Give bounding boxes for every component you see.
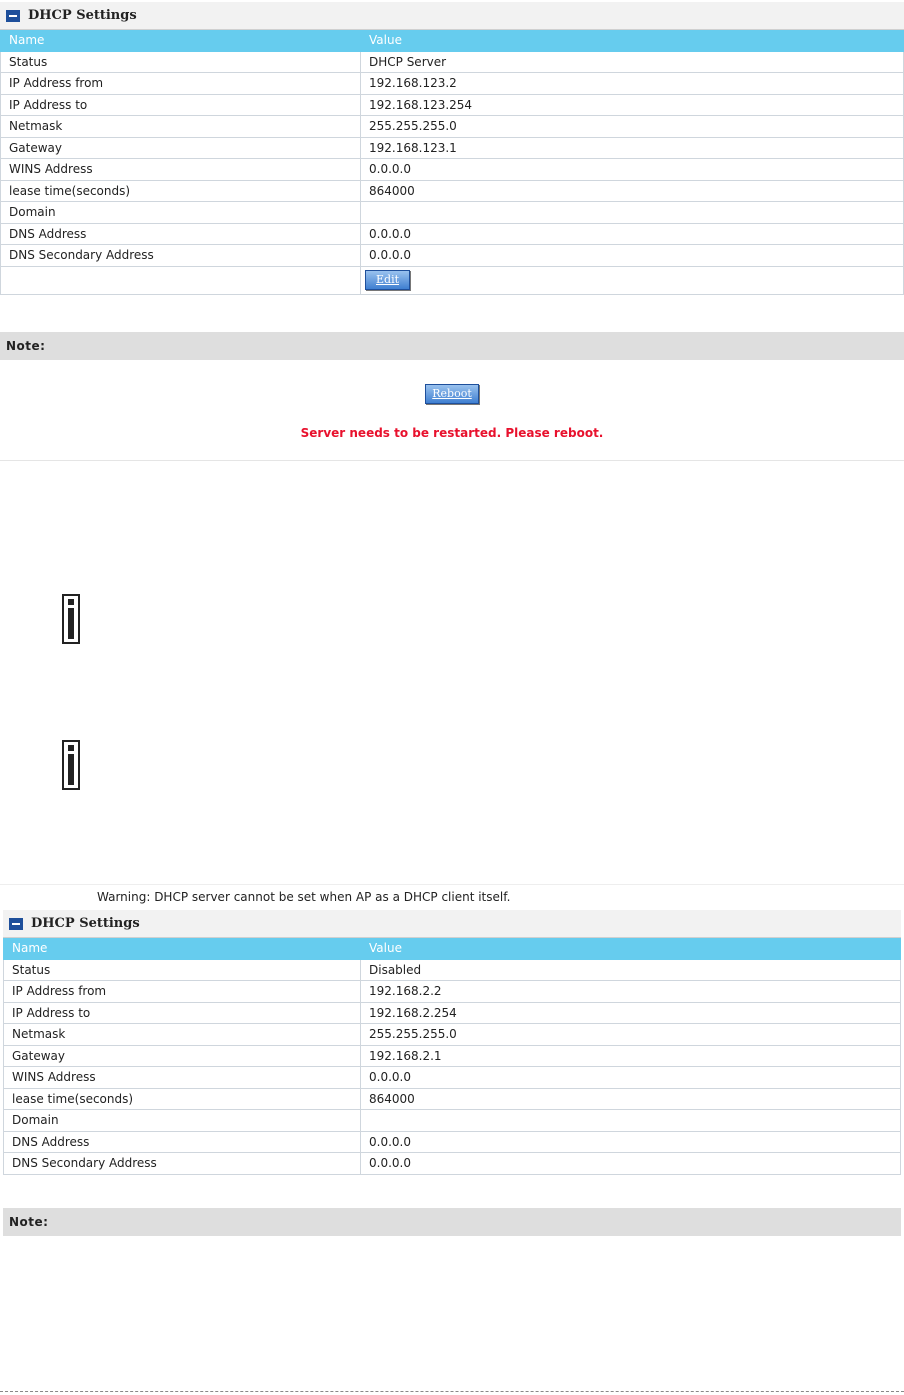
- table-row: [0, 138, 904, 160]
- note-body: [0, 360, 904, 461]
- table-row: [0, 52, 904, 74]
- table-row: [3, 1153, 901, 1175]
- column-header-name: Name: [0, 30, 361, 52]
- restart-warning-message: Server needs to be restarted. Please reboot.: [300, 426, 604, 440]
- edit-cell: [361, 267, 904, 295]
- table-row: [3, 1046, 901, 1068]
- setting-name: Netmask: [3, 1024, 361, 1046]
- setting-value: Disabled: [361, 960, 901, 982]
- setting-name: IP Address to: [0, 95, 361, 117]
- reboot-button[interactable]: Reboot: [425, 384, 479, 404]
- setting-value: 192.168.123.254: [361, 95, 904, 117]
- table-row: [0, 245, 904, 267]
- setting-name: WINS Address: [3, 1067, 361, 1089]
- setting-value: 192.168.123.2: [361, 73, 904, 95]
- setting-name: Domain: [3, 1110, 361, 1132]
- table-row: [3, 1024, 901, 1046]
- panel-header: [3, 910, 901, 938]
- table-row: [3, 1089, 901, 1111]
- minimize-icon[interactable]: [6, 10, 20, 22]
- note-header: [3, 1208, 901, 1236]
- setting-value: 864000: [361, 181, 904, 203]
- table-row: [3, 1067, 901, 1089]
- setting-value: 192.168.2.254: [361, 1003, 901, 1025]
- setting-name: DNS Secondary Address: [3, 1153, 361, 1175]
- setting-value: 864000: [361, 1089, 901, 1111]
- info-icon: [62, 740, 80, 790]
- table-row: [3, 1110, 901, 1132]
- table-header-row: [3, 938, 901, 960]
- dhcp-settings-panel-1: [0, 2, 904, 295]
- table-row: [3, 960, 901, 982]
- panel-header: [0, 2, 904, 30]
- panel-title: DHCP Settings: [31, 916, 140, 931]
- setting-value: 0.0.0.0: [361, 1067, 901, 1089]
- setting-name: Domain: [0, 202, 361, 224]
- column-header-value: Value: [361, 938, 901, 960]
- table-row: [0, 181, 904, 203]
- table-row: [3, 1132, 901, 1154]
- note-label: Note:: [9, 1215, 49, 1229]
- setting-value: DHCP Server: [361, 52, 904, 74]
- setting-value: 0.0.0.0: [361, 224, 904, 246]
- warning-banner: [0, 884, 904, 909]
- setting-value: 192.168.2.2: [361, 981, 901, 1003]
- table-row: [0, 116, 904, 138]
- setting-value: [361, 202, 904, 224]
- setting-name: DNS Address: [3, 1132, 361, 1154]
- warning-text: Warning: DHCP server cannot be set when AP as a DHCP client itself.: [97, 890, 511, 904]
- column-header-value: Value: [361, 30, 904, 52]
- table-row: [3, 1003, 901, 1025]
- info-icon: [62, 594, 80, 644]
- dhcp-settings-panel-2: [3, 910, 901, 1175]
- setting-name: Gateway: [3, 1046, 361, 1068]
- setting-name: Gateway: [0, 138, 361, 160]
- setting-value: 0.0.0.0: [361, 1153, 901, 1175]
- table-header-row: [0, 30, 904, 52]
- setting-name: lease time(seconds): [0, 181, 361, 203]
- setting-name: DNS Secondary Address: [0, 245, 361, 267]
- table-row: [3, 981, 901, 1003]
- panel-title: DHCP Settings: [28, 8, 137, 23]
- edit-button[interactable]: Edit: [365, 270, 410, 290]
- note-header: [0, 332, 904, 360]
- setting-value: 192.168.2.1: [361, 1046, 901, 1068]
- setting-name: lease time(seconds): [3, 1089, 361, 1111]
- setting-name: Netmask: [0, 116, 361, 138]
- empty-cell: [0, 267, 361, 295]
- note-label: Note:: [6, 339, 46, 353]
- setting-value: 255.255.255.0: [361, 116, 904, 138]
- setting-value: 0.0.0.0: [361, 159, 904, 181]
- edit-row: [0, 267, 904, 295]
- minimize-icon[interactable]: [9, 918, 23, 930]
- setting-name: Status: [3, 960, 361, 982]
- setting-value: 255.255.255.0: [361, 1024, 901, 1046]
- settings-table: [0, 30, 904, 267]
- edit-row-table: [0, 267, 904, 295]
- setting-name: IP Address to: [3, 1003, 361, 1025]
- setting-value: 0.0.0.0: [361, 245, 904, 267]
- table-row: [0, 202, 904, 224]
- setting-value: 0.0.0.0: [361, 1132, 901, 1154]
- setting-name: WINS Address: [0, 159, 361, 181]
- setting-value: 192.168.123.1: [361, 138, 904, 160]
- table-row: [0, 73, 904, 95]
- settings-table: [3, 938, 901, 1175]
- page-divider: [0, 1391, 904, 1392]
- setting-name: IP Address from: [3, 981, 361, 1003]
- table-row: [0, 224, 904, 246]
- table-row: [0, 95, 904, 117]
- setting-value: [361, 1110, 901, 1132]
- column-header-name: Name: [3, 938, 361, 960]
- setting-name: DNS Address: [0, 224, 361, 246]
- table-row: [0, 159, 904, 181]
- setting-name: Status: [0, 52, 361, 74]
- setting-name: IP Address from: [0, 73, 361, 95]
